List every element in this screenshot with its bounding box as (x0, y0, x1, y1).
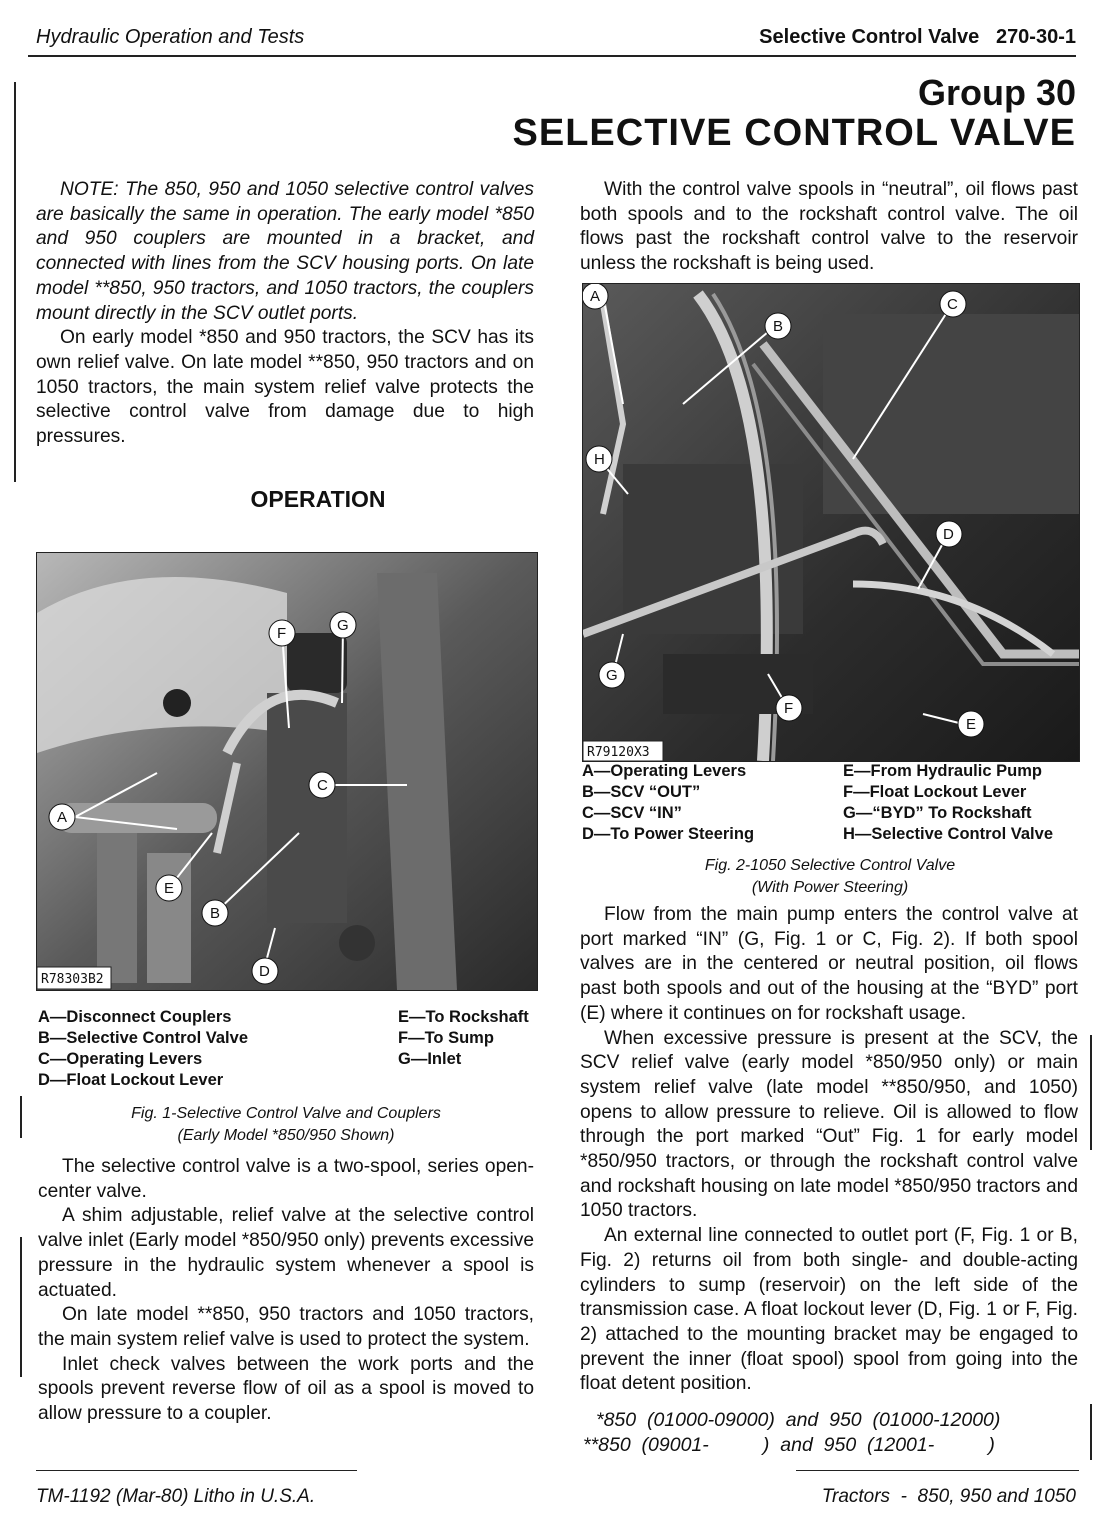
legend-item: C—Operating Levers (38, 1050, 203, 1068)
caption-line: Fig. 1-Selective Control Valve and Couplers (131, 1105, 441, 1122)
callout-a: A (57, 809, 68, 826)
callout-g: G (337, 617, 349, 634)
caption-line: Fig. 2-1050 Selective Control Valve (704, 857, 956, 874)
callout-e: E (966, 716, 977, 733)
legend-item: B—SCV “OUT” (582, 783, 701, 801)
legend-item: A—Operating Levers (582, 762, 747, 780)
legend-item: C—SCV “IN” (582, 804, 682, 822)
legend-item: D—Float Lockout Lever (38, 1071, 224, 1089)
paragraph: With the control valve spools in “neutral”, oil flows past both spools and to the rockshaft control valve. The oil flows past the rockshaft control valve to the reservoir unless the rockshaft is being used. (580, 179, 1078, 275)
footer-rule-left (36, 1470, 357, 1471)
change-bar (14, 82, 16, 482)
group-label: Group 30 (917, 72, 1076, 113)
paragraph: The selective control valve is a two-spool, series open-center valve. (38, 1156, 534, 1202)
page-title: SELECTIVE CONTROL VALVE (512, 112, 1076, 154)
legend-item: G—“BYD” To Rockshaft (843, 804, 1032, 822)
callout-f: F (784, 700, 794, 717)
figure-1-caption (36, 1103, 536, 1147)
figure-1-legend-right (398, 1007, 529, 1070)
callout-b: B (773, 318, 784, 335)
callout-f: F (277, 625, 287, 642)
legend-item: F—Float Lockout Lever (843, 783, 1027, 801)
caption-line: (With Power Steering) (751, 879, 909, 896)
callout-g: G (606, 667, 618, 684)
paragraph: Inlet check valves between the work ports and the spools prevent reverse flow of oil as a spool is moved to allow pressure to a coupler. (38, 1353, 534, 1425)
change-bar (1090, 1035, 1092, 1150)
callout-e: E (164, 880, 175, 897)
header-section-title: Hydraulic Operation and Tests (36, 26, 305, 48)
callout-d: D (943, 526, 954, 543)
legend-item: D—To Power Steering (582, 825, 755, 843)
serial-range-early: *850 (01000-09000) and 950 (01000-12000) (596, 1409, 1001, 1431)
figure-2-photo (582, 283, 1080, 762)
legend-item: B—Selective Control Valve (38, 1029, 248, 1047)
callout-d: D (259, 963, 270, 980)
legend-item: E—From Hydraulic Pump (843, 762, 1042, 780)
right-column-body (580, 903, 1078, 1397)
operation-heading: OPERATION (250, 486, 386, 512)
change-bar (20, 1237, 22, 1377)
figure-2-photo-id: R79120X3 (587, 745, 650, 760)
legend-item: A—Disconnect Couplers (38, 1008, 232, 1026)
change-bar (1090, 1404, 1092, 1460)
figure-2-illustration (583, 284, 1079, 761)
figure-2-legend-right (843, 761, 1053, 845)
paragraph: On late model **850, 950 tractors and 1050 tractors, the main system relief valve is used to protect the system. (38, 1304, 534, 1350)
change-bar (20, 1096, 22, 1138)
figure-2-legend-left (582, 761, 754, 845)
right-column-intro (580, 178, 1078, 277)
figure-1-illustration (37, 553, 537, 990)
figure-1-legend-left (38, 1007, 248, 1091)
figure-1-photo (36, 552, 538, 991)
legend-item: E—To Rockshaft (398, 1008, 529, 1026)
figure-2-caption (580, 855, 1080, 899)
left-column-intro (36, 178, 534, 450)
legend-item: G—Inlet (398, 1050, 462, 1068)
note-paragraph: NOTE: The 850, 950 and 1050 selective control valves are basically the same in operation. The early model *850 and 950 couplers are mounted in a bracket, and connected with lines from the SCV housing ports. On late model **850, 950 tractors, and 1050 tractors, the couplers mount directly in the SCV outlet ports. (36, 179, 534, 324)
header-rule (28, 55, 1076, 57)
footer-rule-right (796, 1470, 1079, 1471)
callout-c: C (947, 296, 958, 313)
legend-item: H—Selective Control Valve (843, 825, 1053, 843)
paragraph: On early model *850 and 950 tractors, the SCV has its own relief valve. On late model **850, 950 tractors and on 1050 tractors, the main system relief valve protects the selective control valve from damage due to high pressures. (36, 327, 534, 448)
footer-models: Tractors - 850, 950 and 1050 (821, 1486, 1076, 1507)
callout-b: B (210, 905, 221, 922)
header-page-reference: Selective Control Valve 270-30-1 (759, 26, 1076, 48)
paragraph: When excessive pressure is present at the SCV, the SCV relief valve (early model *850/950 only) or main system relief valve (late model **850/950, and 1050) opens to allow pressure to relieve. Oil is allowed to flow through the port marked “Out” Fig. 1 for early model *850/950 tractors, or through the rockshaft control valve and rockshaft housing on late model *850/950 tractors and 1050 tractors. (580, 1027, 1078, 1222)
paragraph: A shim adjustable, relief valve at the selective control valve inlet (Early model *850/950 only) prevents excessive pressure in the hydraulic system whenever a spool is actuated. (38, 1205, 534, 1301)
serial-range-late: **850 (09001- ) and 950 (12001- ) (583, 1434, 995, 1456)
callout-a: A (590, 288, 601, 305)
footer-manual-id: TM-1192 (Mar-80) Litho in U.S.A. (36, 1486, 316, 1507)
legend-item: F—To Sump (398, 1029, 494, 1047)
figure-1-photo-id: R78303B2 (41, 972, 104, 987)
callout-c: C (317, 777, 328, 794)
callout-h: H (594, 451, 605, 468)
paragraph: Flow from the main pump enters the control valve at port marked “IN” (G, Fig. 1 or C, Fig. 2). If both spool valves are in the centered or neutral position, oil flows past both spools and out of the housing at the “BYD” port (E) where it continues on for rockshaft usage. (580, 904, 1078, 1024)
left-column-body (38, 1155, 534, 1427)
caption-line: (Early Model *850/950 Shown) (177, 1127, 395, 1144)
paragraph: An external line connected to outlet port (F, Fig. 1 or B, Fig. 2) returns oil from both single- and double-acting cylinders to sump (reservoir) on the left side of the transmission case. A float lockout lever (D, Fig. 1 or F, Fig. 2) attached to the mounting bracket may be engaged to prevent the inner (float spool) spool from going into the float detent position. (580, 1225, 1078, 1395)
